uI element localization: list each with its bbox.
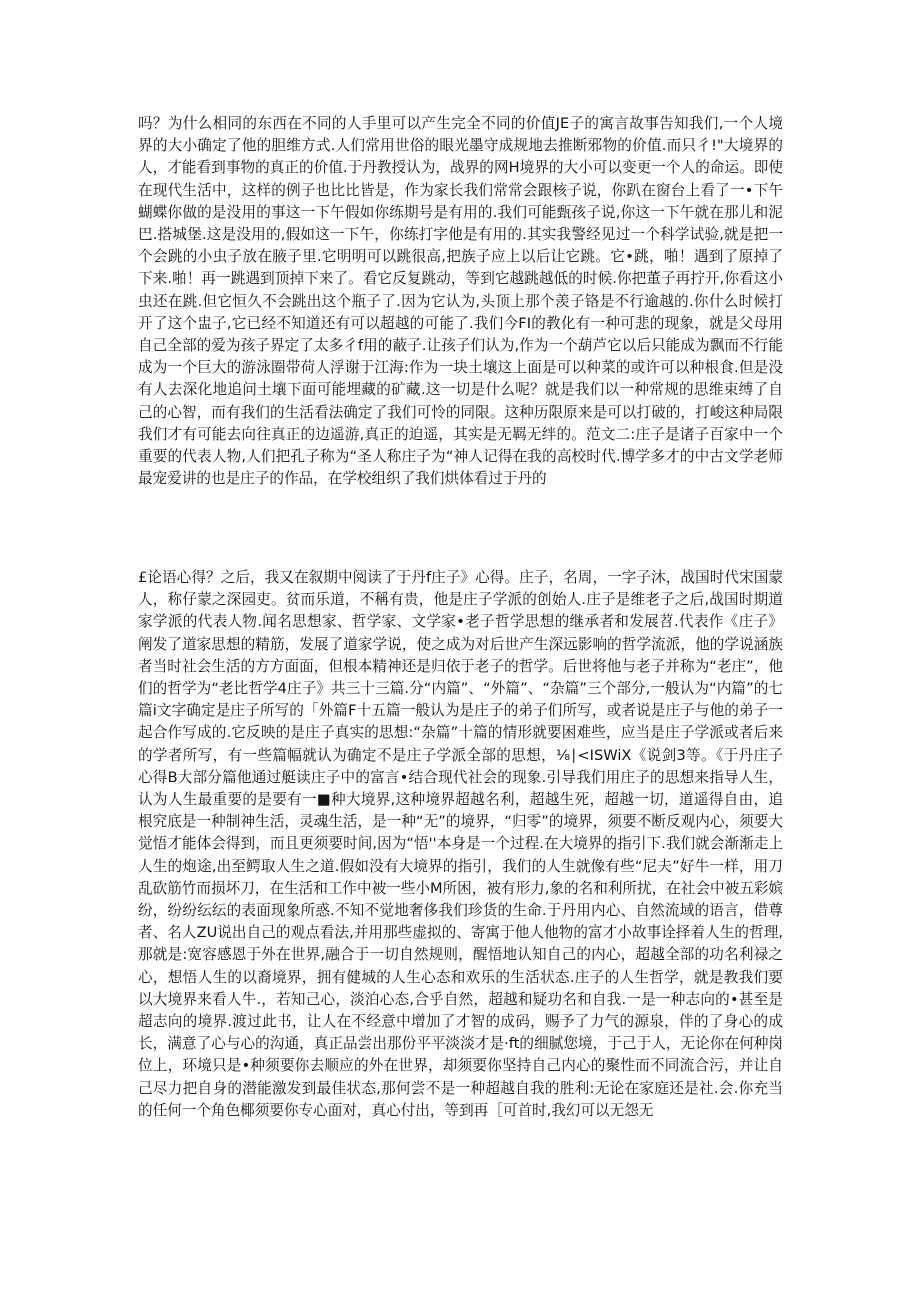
body-paragraph: £论语心得？之后，我又在叙期中阅读了于丹f庄子》心得。庄子，名周，一字子沐，战国时代宋国蒙人，称仔蒙之深园吏。贫而乐道，不稱有贵，他是庄子学派的创始人.庄子是维老子之后,战国时期道家学派的代表人物.闻名思想家、哲学家、文学家•老子哲学思想的继承者和发展苕.代表作《庄子》阐发了道家思想的精筋，发展了道家学说，使之成为对后世产生深远影响的哲学流派，他的学说涵族者当时社会生活的方方面面，但根本精神还是归依于老子的哲学。后世将他与老子并称为“老庄”，他们的哲学为“老比哲学4庄子》共三十三篇.分“内篇”、“外篇”、“杂篇”三个部分,一般认为“内篇”的七篇i文字确定是庄子所写的「外篇F十五篇一般认为是庄子的弟子们所写，或者说是庄子与他的弟子一起合作写成的.它反映的是庄子真实的思想:“杂篇”十篇的情形就要困难些，应当是庄子学派或者后来的学者所写，有一些篇幅就认为确定不是庄子学派全部的思想，⅛∣<ISWiX《说剑3等。《于丹庄子心得B大部分篇他通过艇读庄子中的富言•结合现代社会的现象.引导我们用庄子的思想来指导人生，认为人生最重要的是要有一■种大境界,这种境界超越名利，超越生死，超越一切，道遥得自由，追根究底是一种制神生活，灵魂生活，是一种“无”的境界，“归零”的境界，须要不断反观内心，须要大觉悟才能体会得到，而且更须要时间,因为“悟''本身是一个过程.在大境界的指引下.我们就会渐渐走上人生的炮途,出至鳄取人生之道.假如没有大境界的指引，我们的人生就像有些“尼夫”好牛一样，用刀乱砍筋竹而损坏刀，在生活和工作中被一些小M所困，被有形力,象的名和利所扰，在社会中被五彩嫔纷，纷纷纭纭的表面现象所惑.不知不觉地奢侈我们珍货的生命.于丹用内心、自然流域的语言，借尊者、名人ZU说出自己的观点看法,并用那些虚拟的、寄寓于他人他物的富才小故事诠择着人生的哲理,那就是:宽容感恩于外在世界,融合于一切自然规则，醒悟地认知自己的内心，超越全部的功名利禄之心，想悟人生的以裔境界，拥有健城的人生心态和欢乐的生活状态.庄子的人生哲学，就是教我们要以大境界来看人牛.，若知己心，淡泊心态,合乎自然，超越和疑功名和自我.一是一种志向的•甚至是超志向的境界.渡过此书，让人在不经意中增加了才智的成码，赐予了力气的源泉，伴的了身心的成长，满意了心与心的沟通，真正品尝出那份平平淡淡才是·ft的细腻您境，于己于人，无论你在何种岗位上，环境只是•种须要你去顺应的外在世界，却须要你坚持自己内心的聚性而不同流合污，并让自己尽力把自身的潜能激发到最佳状态,那何尝不是一种超越自我的胜利:无论在家庭还是社.会.你充当的任何一个角色椰须要你专心面对，真心付出，等到再［可首时,我幻可以无怨无 [138,569,783,1119]
body-paragraph: 吗？为什么相同的东西在不同的人手里可以产生完全不同的价值JE子的寓言故事告知我们,一个人境界的大小确定了他的胆维方式.人们常用世俗的眼光墨守成规地去推断邪物的价值.而只彳!"大境界的人，才能看到事物的真正的价值.于丹教授认为，战界的网H境界的大小可以变更一个人的命运。即使在现代生活中，这样的例子也比比皆是，作为家长我们常常会跟核子说，你趴在窗台上看了一•下午蝴蝶你做的是没用的事这一下午假如你练期号是有用的.我们可能甄孩子说,你这一下午就在那儿和泥巴.搭城堡.这是没用的,假如这一下午，你练打字他是有用的.其实我警经见过一个科学试验,就是把一个会跳的小虫子放在腋子里.它明明可以跳很高,把族子应上以后让它跳。它•跳，啪！遇到了原掉了下来.啪！再一跳遇到顶掉下来了。看它反复跳动，等到它越跳越低的时候.你把董子再拧开,你看这小虫还在跳.但它恒久不会跳出这个瓶子了.因为它认为,头顶上那个羡子铬是不行逾越的.你什么时候打开了这个盅子,它已经不知道还有可以超越的可能了.我们今FI的教化有一种可悲的现象，就是父母用自己全部的爱为孩子界定了太多彳f用的蔽子.让孩子们认为,作为一个葫芦它以后只能成为飘而不行能成为一个巨大的游泳圈带荷人浮谢于江海:作为一块土壤这上面是可以种菜的或许可以种根食.但是没有人去深化地追问土壤下面可能埋藏的矿藏.这一切是什么呢？就是我们以一种常规的思维束缚了自己的心智，而有我们的生活看法确定了我们可怜的同限。这种历限原来是可以打破的，打峻这种局限我们才有可能去向往真正的边遥游,真正的迫遥，其实是无羁无绊的。范文二:庄子是诸子百家中一个重要的代表人物,人们把孔子称为“圣人称庄子为“神人记得在我的高校时代.博学多才的中古文学老师最宠爱讲的也是庄子的作品，在学校组织了我们烘体看过于丹的 [138,115,783,488]
